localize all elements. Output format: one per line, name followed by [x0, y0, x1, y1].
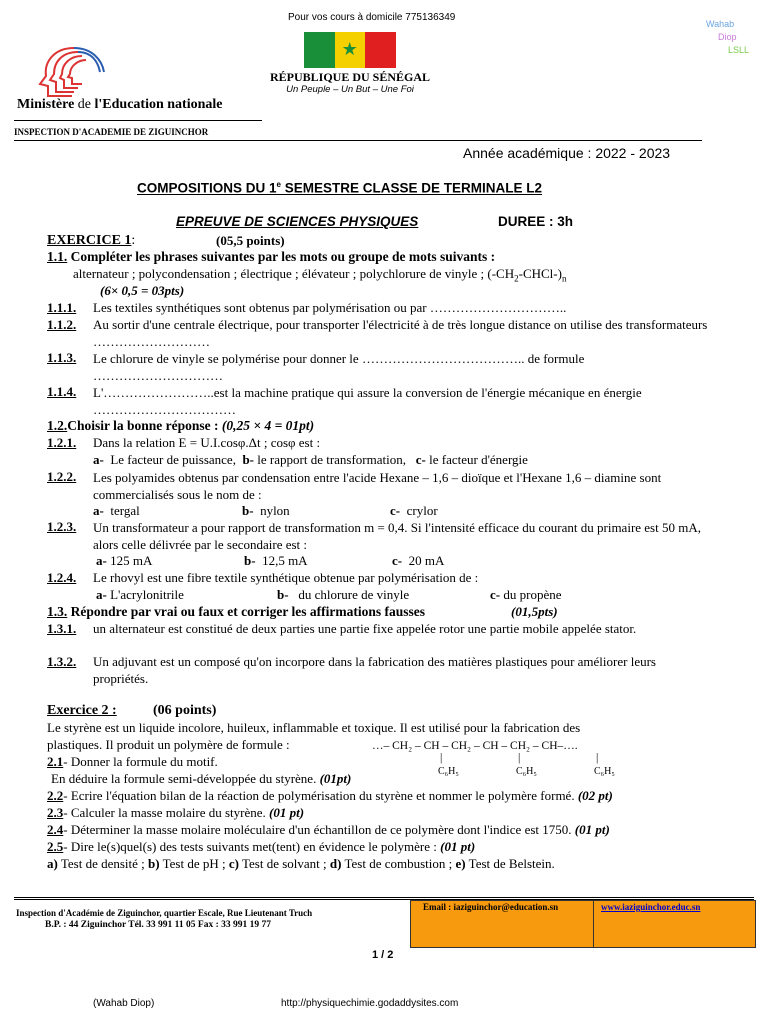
q123-c — [392, 553, 444, 569]
composition-title — [137, 180, 542, 196]
q124-text: Le rhovyl est une fibre textile synthétique obtenue par polymérisation de : — [93, 570, 479, 585]
ministry-logo — [34, 44, 108, 100]
q124-c-text: du propène — [503, 587, 562, 602]
formula-bar-3: | — [596, 752, 599, 764]
contact-line: Pour vos cours à domicile 775136349 — [288, 12, 456, 23]
s11-points: (6× 0,5 = 03pts) — [100, 283, 185, 298]
s11-title: Compléter les phrases suivantes par les mots ou groupe de mots suivants : — [70, 249, 496, 264]
senegal-flag — [304, 32, 396, 68]
logo-word-1: Wahab — [706, 19, 735, 29]
q23-points: (01 pt) — [269, 805, 305, 820]
flag-green — [304, 32, 335, 68]
test-c-text: Test de solvant ; — [238, 856, 330, 871]
q111-num: 1.1.1. — [47, 300, 77, 315]
s12-points: (0,25 × 4 = 01pt) — [221, 418, 315, 433]
q22 — [47, 788, 613, 804]
academic-year: Année académique : 2022 - 2023 — [463, 145, 671, 161]
footer-email: Email : iaziguinchor@education.sn — [423, 902, 559, 912]
ministry-de: de — [77, 97, 91, 112]
q25-text: - Dire le(s)quel(s) des tests suivants met(tent) en évidence le polymère : — [63, 839, 437, 854]
q113-text: Le chlorure de vinyle se polymérise pour donner le ……………………………….. de formule ………………………… — [93, 351, 585, 383]
q123-a — [96, 553, 152, 569]
q25 — [47, 839, 475, 855]
polymer-formula — [372, 740, 642, 784]
q122-b — [242, 503, 290, 519]
footer-box-divider — [593, 901, 594, 947]
ministry-prefix: Ministère — [17, 97, 75, 112]
logo-word-3: LSLL — [728, 45, 750, 55]
footer-url[interactable]: http://physiquechimie.godaddysites.com — [281, 998, 459, 1009]
q122-a — [93, 503, 140, 519]
q21 — [47, 754, 218, 770]
star-icon: ★ — [341, 39, 358, 59]
footer-website[interactable]: www.iaziguinchor.educ.sn — [601, 902, 701, 912]
s12-title: Choisir la bonne réponse : — [67, 418, 219, 433]
s13-num: 1.3. — [47, 604, 68, 619]
q112-text: Au sortir d'une centrale électrique, pour transporter l'électricité à de très longue distance on utilise des transformateurs ……………………… — [93, 317, 708, 349]
title-sup: e — [276, 180, 281, 189]
q132-text: Un adjuvant est un composé qu'on incorpore dans la fabrication des matières plastiques pour améliorer leurs propriétés. — [93, 654, 656, 686]
q121-num: 1.2.1. — [47, 435, 77, 450]
s12-heading — [47, 418, 314, 434]
s11-words: alternateur ; polycondensation ; électrique ; élévateur ; polychlorure de vinyle ; (-CH — [73, 266, 515, 281]
q122-c-text: crylor — [406, 503, 438, 518]
q124-b — [277, 587, 409, 603]
q124-a-text: L'acrylonitrile — [110, 587, 184, 602]
q121-text: Dans la relation E = U.I.cosφ.Δt ; cosφ est : — [93, 435, 321, 450]
q123-c-letter: c- — [392, 553, 403, 568]
q114-text: L'……………………..est la machine pratique qui assure la conversion de l'énergie mécanique en énergie …………………………… — [93, 385, 642, 417]
q122-num: 1.2.2. — [47, 469, 77, 484]
formula-bar-2: | — [518, 752, 521, 764]
header-rule-bottom — [14, 140, 702, 141]
s13-heading — [47, 604, 425, 620]
q121-a-letter: a- — [93, 452, 104, 467]
formula-sub-2: C₆H₅ — [516, 766, 537, 777]
duree-label: DUREE : 3h — [498, 214, 574, 229]
formula-main: …– CH₂ – CH – CH₂ – CH – CH₂ – CH–…. — [372, 740, 578, 752]
test-c-letter: c) — [228, 856, 239, 871]
q121-c-text: le facteur d'énergie — [429, 452, 528, 467]
q21b — [51, 771, 351, 787]
test-b-text: Test de pH ; — [159, 856, 229, 871]
formula-sub-3: C₆H₅ — [594, 766, 615, 777]
q21b-text: En déduire la formule semi-développée du styrène. — [51, 771, 317, 786]
q24-num: 2.4 — [47, 822, 64, 837]
q121-c-letter: c- — [415, 452, 426, 467]
q111-text: Les textiles synthétiques sont obtenus par polymérisation ou par ………………………….. — [93, 300, 567, 315]
formula-sub-1: C₆H₅ — [438, 766, 459, 777]
q24-text: - Déterminer la masse molaire moléculaire d'un échantillon de ce polymère dont l'indice est 1750. — [63, 822, 572, 837]
header-rule-top — [14, 120, 262, 121]
q24 — [47, 822, 610, 838]
q124-b-text: du chlorure de vinyle — [298, 587, 410, 602]
test-a-letter: a) — [47, 856, 58, 871]
title-part-2: SEMESTRE CLASSE DE TERMINALE L2 — [280, 180, 542, 196]
inspection-name: INSPECTION D'ACADEMIE DE ZIGUINCHOR — [14, 127, 209, 137]
q23-text: - Calculer la masse molaire du styrène. — [63, 805, 266, 820]
q25-points: (01 pt) — [440, 839, 476, 854]
q122-text: Les polyamides obtenus par condensation entre l'acide Hexane – 1,6 – dioïque et l'Hexane 1,6 – diamine sont commercialisés sous le nom de : — [93, 470, 662, 502]
ex1-points: (05,5 points) — [216, 233, 285, 248]
q22-text: - Ecrire l'équation bilan de la réaction de polymérisation du styrène et nommer le polymère formé. — [63, 788, 575, 803]
q123-text: Un transformateur a pour rapport de transformation m = 0,4. Si l'intensité efficace du courant du primaire est 50 mA, alors celle délivrée par le secondaire est : — [93, 520, 701, 552]
footer-address-2: B.P. : 44 Ziguinchor Tél. 33 991 11 05 Fax : 33 991 19 77 — [45, 920, 271, 930]
q121-options — [93, 452, 528, 468]
q23 — [47, 805, 304, 821]
test-b-letter: b) — [148, 856, 160, 871]
q21-num: 2.1 — [47, 754, 64, 769]
epreuve-title: EPREUVE DE SCIENCES PHYSIQUES — [176, 214, 419, 229]
q121-a-text: Le facteur de puissance, — [110, 452, 236, 467]
q124-a-letter: a- — [96, 587, 107, 602]
ex1-title: EXERCICE 1 — [47, 233, 132, 248]
q123-b — [244, 553, 308, 569]
s11-num: 1.1. — [47, 249, 68, 264]
footer-address-1: Inspection d'Académie de Ziguinchor, quartier Escale, Rue Lieutenant Truch — [16, 908, 313, 918]
flag-red — [365, 32, 396, 68]
ex2-intro-1: Le styrène est un liquide incolore, huileux, inflammable et toxique. Il est utilisé pour la fabrication des — [47, 720, 581, 735]
q122-b-letter: b- — [242, 503, 254, 518]
q25-num: 2.5 — [47, 839, 64, 854]
q24-points: (01 pt) — [574, 822, 610, 837]
footer-author: (Wahab Diop) — [93, 998, 155, 1009]
ministry-name — [17, 97, 222, 113]
author-logo — [706, 18, 760, 70]
republic-motto: Un Peuple – Un But – Une Foi — [286, 84, 414, 95]
s11-heading — [47, 249, 495, 265]
q123-b-text: 12,5 mA — [262, 553, 308, 568]
flag-yellow — [335, 32, 366, 68]
ex2-header — [47, 703, 117, 719]
q124-num: 1.2.4. — [47, 570, 77, 585]
q124-c-letter: c- — [490, 587, 501, 602]
test-d-text: Test de combustion ; — [341, 856, 456, 871]
title-part-1: COMPOSITIONS DU 1 — [137, 180, 277, 196]
q131-text: un alternateur est constitué de deux parties une partie fixe appelée rotor une partie mobile appelée stator. — [93, 621, 637, 636]
s11-words-mid: -CHCl-) — [518, 266, 562, 281]
q25-tests — [47, 856, 555, 872]
q122-c — [390, 503, 438, 519]
q114-num: 1.1.4. — [47, 384, 77, 399]
q124-b-letter: b- — [277, 587, 289, 602]
q131-num: 1.3.1. — [47, 621, 77, 636]
page-number: 1 / 2 — [372, 949, 394, 961]
q122-b-text: nylon — [260, 503, 290, 518]
q22-points: (02 pt) — [577, 788, 613, 803]
s11-sub: 2 — [514, 273, 519, 284]
q21b-points: (01pt) — [319, 771, 352, 786]
q123-num: 1.2.3. — [47, 519, 77, 534]
test-a-text: Test de densité ; — [57, 856, 149, 871]
ministry-suffix: l'Education nationale — [94, 97, 223, 112]
q122-a-letter: a- — [93, 503, 104, 518]
s13-points: (01,5pts) — [511, 604, 558, 619]
ex1-header — [47, 233, 135, 249]
test-e-text: Test de Belstein. — [465, 856, 555, 871]
q121-b-text: le rapport de transformation, — [257, 452, 406, 467]
q122-a-text: tergal — [110, 503, 140, 518]
s12-num: 1.2. — [47, 418, 68, 433]
republic-title: RÉPUBLIQUE DU SÉNÉGAL — [269, 70, 431, 84]
q132-num: 1.3.2. — [47, 654, 77, 669]
test-e-letter: e) — [455, 856, 466, 871]
ex2-intro-2: plastiques. Il produit un polymère de formule : — [47, 737, 290, 752]
s13-title: Répondre par vrai ou faux et corriger les affirmations fausses — [70, 604, 425, 619]
formula-bar-1: | — [440, 752, 443, 764]
ex1-colon: : — [131, 233, 136, 248]
q23-num: 2.3 — [47, 805, 64, 820]
q22-num: 2.2 — [47, 788, 64, 803]
q21-text: - Donner la formule du motif. — [63, 754, 218, 769]
q124-a — [96, 587, 184, 603]
q123-a-letter: a- — [96, 553, 107, 568]
ex2-title: Exercice 2 : — [47, 703, 117, 718]
q123-b-letter: b- — [244, 553, 256, 568]
q124-c — [490, 587, 561, 603]
q123-c-text: 20 mA — [408, 553, 445, 568]
q122-c-letter: c- — [390, 503, 401, 518]
q113-num: 1.1.3. — [47, 350, 77, 365]
s11-n: n — [561, 273, 567, 284]
logo-word-2: Diop — [718, 32, 737, 42]
footer-contact-box — [410, 900, 756, 948]
test-d-letter: d) — [329, 856, 342, 871]
q123-a-text: 125 mA — [110, 553, 153, 568]
ex2-points: (06 points) — [153, 703, 217, 718]
q121-b-letter: b- — [242, 452, 255, 467]
q112-num: 1.1.2. — [47, 317, 77, 332]
